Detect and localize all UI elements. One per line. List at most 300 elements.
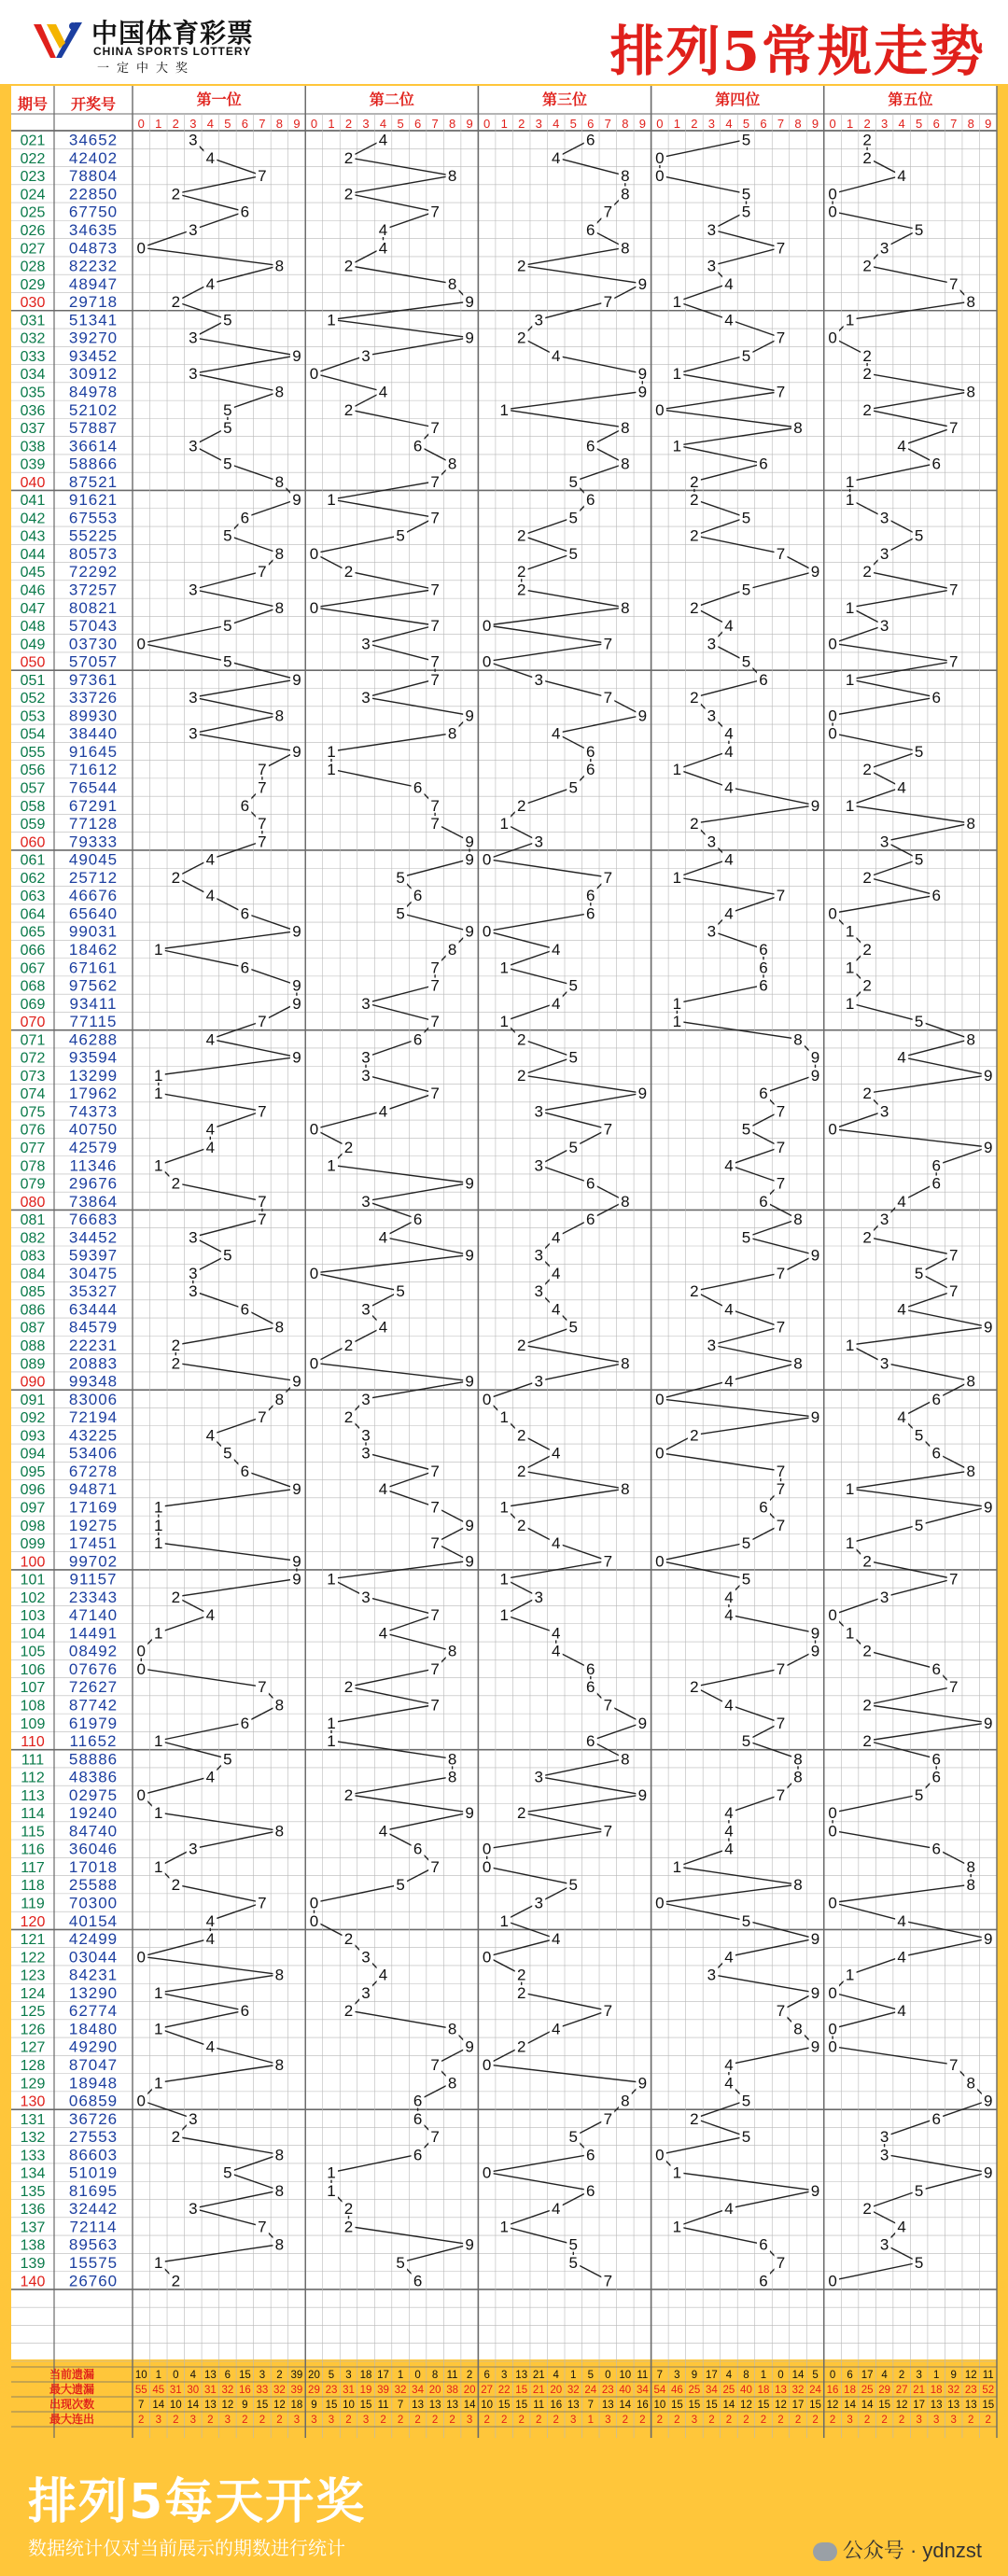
digit-mark: 4 (724, 742, 734, 761)
digit-mark: 1 (845, 491, 855, 510)
digit-mark: 4 (205, 148, 216, 167)
digit-mark: 3 (707, 257, 717, 275)
digit-mark: 9 (465, 1246, 474, 1265)
position-header: 第四位 (715, 92, 761, 108)
digit-mark: 7 (430, 652, 440, 671)
digit-mark: 3 (534, 1894, 543, 1912)
digit-mark: 4 (724, 1696, 734, 1715)
digit-mark: 4 (552, 1300, 561, 1319)
digit-mark: 7 (776, 1659, 786, 1678)
digit-mark: 4 (724, 2200, 734, 2219)
digit-mark: 0 (828, 904, 837, 923)
digit-mark: 1 (499, 400, 509, 419)
digit-mark: 1 (672, 293, 682, 312)
digit-mark: 0 (309, 1264, 319, 1282)
digit-mark: 6 (931, 1174, 941, 1193)
digit-header: 6 (760, 117, 767, 131)
digit-mark: 3 (361, 635, 371, 653)
draw-number: 72114 (69, 2218, 118, 2236)
digit-mark: 9 (465, 1552, 474, 1571)
digit-mark: 3 (189, 221, 198, 240)
digit-mark: 5 (741, 652, 751, 671)
period-label: 088 (20, 1338, 46, 1355)
stat-value: 3 (293, 2415, 301, 2426)
draw-number: 49045 (68, 850, 119, 869)
draw-number: 39270 (68, 329, 119, 347)
digit-mark: 7 (948, 274, 959, 293)
stat-value: 2 (898, 2370, 905, 2381)
digit-mark: 7 (430, 1534, 440, 1553)
digit-mark: 3 (189, 365, 198, 384)
digit-mark: 7 (776, 1102, 786, 1121)
stat-value: 15 (878, 2400, 891, 2411)
digit-mark: 0 (482, 1857, 492, 1876)
draw-number: 67553 (68, 509, 119, 527)
digit-mark: 7 (603, 1822, 613, 1841)
draw-number: 26760 (68, 2272, 119, 2290)
stat-value: 12 (895, 2400, 908, 2411)
digit-mark: 6 (586, 221, 595, 240)
digit-mark: 9 (637, 383, 648, 401)
draw-number: 67291 (68, 796, 119, 815)
digit-mark: 6 (240, 509, 250, 527)
digit-mark: 9 (292, 346, 301, 365)
digit-mark: 7 (430, 796, 440, 815)
digit-mark: 4 (724, 1804, 734, 1823)
digit-header: 1 (846, 117, 854, 131)
stat-value: 8 (743, 2370, 749, 2381)
period-label: 140 (20, 2274, 46, 2290)
stat-value: 2 (483, 2415, 490, 2426)
period-label: 095 (20, 1463, 46, 1480)
stat-value: 2 (242, 2415, 248, 2426)
period-label: 024 (20, 187, 46, 203)
digit-mark: 7 (948, 1570, 959, 1589)
digit-mark: 1 (845, 1480, 855, 1499)
digit-mark: 3 (189, 581, 198, 599)
digit-mark: 5 (914, 2181, 924, 2200)
draw-number: 06859 (68, 2092, 119, 2110)
digit-mark: 1 (499, 1570, 509, 1589)
digit-mark: 5 (223, 455, 232, 473)
digit-header: 9 (638, 117, 646, 131)
digit-mark: 2 (862, 1642, 872, 1660)
digit-mark: 4 (724, 1948, 734, 1967)
stat-value: 3 (189, 2415, 197, 2426)
period-label: 134 (20, 2165, 46, 2182)
period-label: 120 (20, 1913, 46, 1930)
digit-mark: 7 (603, 689, 613, 707)
digit-mark: 4 (378, 1822, 388, 1841)
digit-mark: 7 (258, 1894, 267, 1912)
period-label: 122 (20, 1950, 46, 1967)
digit-mark: 9 (637, 1714, 648, 1732)
digit-mark: 9 (810, 1642, 820, 1660)
digit-mark: 0 (482, 652, 492, 671)
digit-mark: 2 (862, 1696, 872, 1715)
stat-value: 11 (533, 2400, 545, 2411)
digit-mark: 7 (258, 778, 267, 797)
period-label: 040 (20, 474, 46, 491)
digit-mark: 7 (776, 1714, 786, 1732)
stat-value: 13 (567, 2400, 580, 2411)
stat-value: 3 (328, 2415, 335, 2426)
digit-mark: 2 (171, 2272, 181, 2290)
draw-number: 89930 (68, 707, 119, 725)
stat-value: 32 (394, 2385, 407, 2396)
digit-mark: 7 (430, 1606, 440, 1625)
stat-value: 1 (587, 2415, 594, 2426)
digit-mark: 3 (361, 1048, 371, 1067)
digit-mark: 8 (966, 1857, 975, 1876)
digit-mark: 6 (240, 959, 250, 977)
digit-mark: 2 (171, 293, 181, 312)
stat-value: 9 (950, 2370, 957, 2381)
digit-mark: 7 (258, 1408, 267, 1427)
period-label: 138 (20, 2237, 46, 2254)
digit-mark: 4 (205, 1930, 216, 1949)
digit-mark: 1 (672, 1857, 682, 1876)
digit-mark: 4 (552, 724, 561, 743)
digit-header: 0 (829, 117, 836, 131)
stat-value: 3 (311, 2415, 317, 2426)
stat-value: 13 (515, 2370, 528, 2381)
digit-mark: 0 (309, 1894, 319, 1912)
digit-mark: 6 (759, 670, 768, 689)
digit-mark: 5 (741, 1228, 751, 1247)
period-label: 064 (20, 906, 46, 923)
period-label: 059 (20, 817, 46, 833)
digit-mark: 1 (154, 940, 163, 959)
digit-mark: 9 (637, 1785, 648, 1804)
digit-mark: 4 (378, 131, 388, 149)
digit-mark: 3 (879, 1588, 889, 1606)
digit-header: 1 (500, 117, 508, 131)
draw-number: 89563 (68, 2235, 119, 2254)
draw-number: 57887 (68, 419, 119, 438)
digit-mark: 9 (292, 922, 301, 941)
period-label: 060 (20, 834, 46, 851)
digit-mark: 6 (413, 887, 423, 905)
digit-mark: 2 (516, 1966, 526, 1984)
period-label: 042 (20, 511, 46, 527)
digit-mark: 7 (430, 1085, 440, 1103)
digit-mark: 5 (568, 509, 578, 527)
digit-mark: 5 (223, 1750, 232, 1769)
digit-mark: 2 (171, 1174, 181, 1193)
digit-mark: 2 (171, 1354, 181, 1373)
stat-value: 14 (791, 2370, 805, 2381)
digit-mark: 4 (897, 1192, 906, 1211)
digit-mark: 1 (672, 365, 682, 384)
digit-mark: 1 (327, 311, 336, 329)
digit-mark: 8 (966, 1876, 975, 1895)
period-label: 124 (20, 1985, 46, 2002)
stat-value: 21 (913, 2385, 926, 2396)
digit-header: 8 (967, 117, 974, 131)
period-label: 112 (21, 1770, 45, 1786)
stat-value: 40 (619, 2385, 632, 2396)
digit-header: 1 (328, 117, 335, 131)
digit-mark: 0 (309, 1354, 319, 1373)
digit-mark: 6 (413, 778, 423, 797)
draw-number: 55225 (68, 526, 119, 545)
period-label: 101 (20, 1572, 46, 1589)
stat-value: 14 (152, 2400, 165, 2411)
digit-mark: 2 (516, 1804, 526, 1823)
digit-mark: 9 (292, 1372, 301, 1391)
stat-value: 18 (844, 2385, 856, 2396)
digit-mark: 3 (534, 1372, 543, 1391)
digit-mark: 2 (516, 1516, 526, 1534)
digit-mark: 4 (378, 1318, 388, 1337)
digit-mark: 5 (914, 221, 924, 240)
digit-mark: 7 (603, 868, 613, 887)
digit-mark: 7 (430, 1696, 440, 1715)
digit-mark: 6 (413, 2109, 423, 2128)
period-label: 062 (20, 870, 46, 887)
draw-number: 17018 (68, 1857, 119, 1876)
digit-mark: 1 (845, 959, 855, 977)
digit-mark: 4 (205, 1911, 216, 1930)
digit-mark: 4 (897, 2002, 906, 2021)
stat-value: 14 (187, 2400, 200, 2411)
digit-mark: 1 (327, 742, 336, 761)
digit-mark: 3 (534, 1246, 543, 1265)
digit-mark: 1 (154, 1732, 163, 1751)
draw-number: 34452 (68, 1228, 119, 1247)
digit-mark: 8 (274, 2181, 285, 2200)
stat-value: 0 (777, 2370, 784, 2381)
period-label: 125 (20, 2004, 46, 2021)
period-label: 039 (20, 456, 46, 473)
digit-mark: 6 (759, 455, 768, 473)
digit-mark: 7 (776, 329, 786, 347)
period-label: 090 (20, 1374, 46, 1391)
stat-value: 5 (587, 2370, 594, 2381)
stat-value: 3 (916, 2415, 922, 2426)
digit-mark: 3 (189, 1264, 198, 1282)
digit-mark: 8 (793, 2020, 803, 2038)
digit-header: 3 (881, 117, 889, 131)
stat-value: 24 (809, 2385, 821, 2396)
digit-mark: 2 (516, 1337, 526, 1355)
digit-mark: 3 (707, 707, 717, 725)
digit-mark: 0 (136, 1948, 146, 1967)
digit-mark: 9 (810, 1066, 820, 1085)
digit-mark: 7 (603, 293, 613, 312)
period-label: 047 (20, 600, 46, 617)
digit-header: 2 (691, 117, 698, 131)
stat-value: 2 (674, 2415, 680, 2426)
period-label: 049 (20, 637, 46, 653)
digit-mark: 7 (430, 419, 440, 438)
digit-mark: 4 (724, 311, 734, 329)
digit-mark: 7 (776, 1174, 786, 1193)
draw-number: 40154 (68, 1911, 119, 1930)
period-label: 048 (20, 619, 46, 636)
period-label: 110 (21, 1734, 45, 1751)
stat-value: 12 (273, 2400, 286, 2411)
digit-header: 4 (725, 117, 733, 131)
digit-mark: 0 (309, 544, 319, 563)
digit-mark: 0 (309, 365, 319, 384)
draw-number: 34652 (68, 131, 119, 149)
stat-value: 32 (221, 2385, 234, 2396)
stat-value: 3 (345, 2370, 352, 2381)
draw-number: 74373 (68, 1102, 119, 1121)
draw-number: 27553 (68, 2128, 119, 2147)
digit-mark: 3 (707, 635, 717, 653)
stat-value: 11 (377, 2400, 389, 2411)
draw-number: 02975 (68, 1785, 119, 1804)
digit-mark: 9 (810, 1983, 820, 2002)
digit-header: 3 (189, 117, 197, 131)
digit-mark: 9 (465, 293, 474, 312)
digit-mark: 8 (966, 2074, 975, 2093)
digit-mark: 2 (343, 1930, 354, 1949)
digit-mark: 3 (361, 1066, 371, 1085)
stat-value: 3 (570, 2415, 577, 2426)
digit-mark: 9 (292, 1480, 301, 1499)
digit-mark: 0 (655, 1444, 665, 1463)
draw-number: 03044 (68, 1948, 119, 1967)
digit-mark: 1 (845, 796, 855, 815)
position-header: 第三位 (541, 92, 588, 108)
digit-mark: 3 (361, 1588, 371, 1606)
draw-number: 99348 (68, 1372, 119, 1391)
draw-number: 84231 (68, 1966, 119, 1984)
stat-value: 21 (532, 2370, 545, 2381)
period-label: 127 (20, 2039, 46, 2056)
draw-number: 99702 (68, 1552, 119, 1571)
stat-value: 2 (536, 2415, 542, 2426)
digit-mark: 2 (516, 1030, 526, 1049)
draw-number: 94871 (68, 1480, 119, 1499)
digit-mark: 1 (154, 1857, 163, 1876)
digit-mark: 2 (690, 2109, 699, 2128)
stat-value: 9 (311, 2400, 317, 2411)
digit-mark: 1 (499, 1013, 509, 1031)
digit-mark: 7 (258, 1211, 267, 1229)
digit-header: 8 (275, 117, 284, 131)
digit-header: 3 (535, 117, 542, 131)
draw-number: 93594 (68, 1048, 119, 1067)
digit-header: 4 (379, 117, 387, 131)
stat-value: 54 (653, 2385, 666, 2396)
digit-mark: 8 (966, 1372, 975, 1391)
brand-slogan: 一定中大奖 (97, 61, 196, 75)
draw-column-header: 开奖号 (70, 97, 117, 113)
digit-mark: 7 (948, 652, 959, 671)
stat-value: 3 (155, 2415, 161, 2426)
digit-mark: 0 (828, 1822, 837, 1841)
digit-header: 0 (483, 117, 491, 131)
digit-mark: 8 (621, 455, 630, 473)
period-label: 045 (20, 565, 46, 581)
stat-value: 7 (138, 2400, 145, 2411)
digit-mark: 2 (171, 185, 181, 203)
draw-number: 13299 (68, 1066, 119, 1085)
digit-mark: 8 (447, 1768, 457, 1786)
period-label: 022 (20, 150, 46, 167)
period-label: 089 (20, 1356, 46, 1373)
digit-mark: 8 (793, 1750, 803, 1769)
draw-number: 19240 (68, 1804, 119, 1823)
digit-mark: 6 (759, 1498, 768, 1517)
digit-header: 1 (155, 117, 162, 131)
digit-mark: 1 (154, 1066, 163, 1085)
period-label: 050 (20, 654, 46, 671)
digit-mark: 4 (897, 1408, 906, 1427)
period-label: 077 (20, 1140, 46, 1156)
draw-number: 17451 (68, 1534, 119, 1553)
stat-value: 33 (256, 2385, 269, 2396)
stat-value: 14 (861, 2400, 874, 2411)
digit-mark: 9 (465, 2235, 474, 2254)
position-header: 第二位 (369, 92, 414, 108)
draw-number: 65640 (68, 904, 119, 923)
stat-value: 3 (691, 2415, 698, 2426)
stat-value: 2 (743, 2415, 749, 2426)
digit-mark: 7 (948, 581, 959, 599)
stat-value: 13 (412, 2400, 424, 2411)
draw-number: 11346 (69, 1156, 118, 1175)
draw-number: 34635 (68, 221, 119, 240)
digit-header: 4 (898, 117, 905, 131)
digit-mark: 3 (879, 617, 889, 636)
digit-mark: 0 (482, 2055, 492, 2074)
digit-mark: 8 (274, 598, 285, 617)
digit-mark: 5 (741, 1732, 751, 1751)
period-label: 067 (20, 960, 46, 977)
digit-mark: 5 (396, 2253, 405, 2272)
digit-mark: 0 (828, 185, 837, 203)
digit-mark: 0 (309, 1120, 319, 1139)
digit-mark: 6 (759, 976, 768, 995)
digit-mark: 5 (568, 2253, 578, 2272)
stat-value: 2 (863, 2415, 871, 2426)
digit-mark: 2 (516, 257, 526, 275)
digit-mark: 1 (154, 2020, 163, 2038)
stat-value: 6 (847, 2370, 853, 2381)
digit-mark: 5 (223, 311, 232, 329)
period-label: 103 (20, 1608, 46, 1625)
draw-number: 76544 (68, 778, 119, 797)
digit-mark: 2 (690, 1282, 699, 1301)
period-label: 032 (20, 330, 46, 347)
stat-value: 9 (691, 2370, 698, 2381)
draw-number: 07676 (68, 1659, 119, 1678)
digit-mark: 3 (189, 2109, 198, 2128)
stat-value: 23 (325, 2385, 338, 2396)
digit-mark: 6 (240, 1300, 250, 1319)
digit-mark: 2 (516, 329, 526, 347)
digit-mark: 4 (724, 1588, 734, 1606)
draw-number: 59397 (68, 1246, 119, 1265)
stat-value: 15 (982, 2400, 995, 2411)
footer-note: 数据统计仅对当前展示的期数进行统计 (28, 2539, 345, 2559)
period-label: 081 (20, 1212, 46, 1229)
digit-mark: 4 (205, 274, 216, 293)
draw-number: 25712 (68, 868, 119, 887)
stat-value: 27 (895, 2385, 908, 2396)
digit-mark: 3 (534, 1768, 543, 1786)
stat-value: 3 (466, 2415, 473, 2426)
stat-value: 52 (982, 2385, 995, 2396)
digit-mark: 6 (413, 1840, 423, 1858)
stat-value: 16 (826, 2385, 839, 2396)
